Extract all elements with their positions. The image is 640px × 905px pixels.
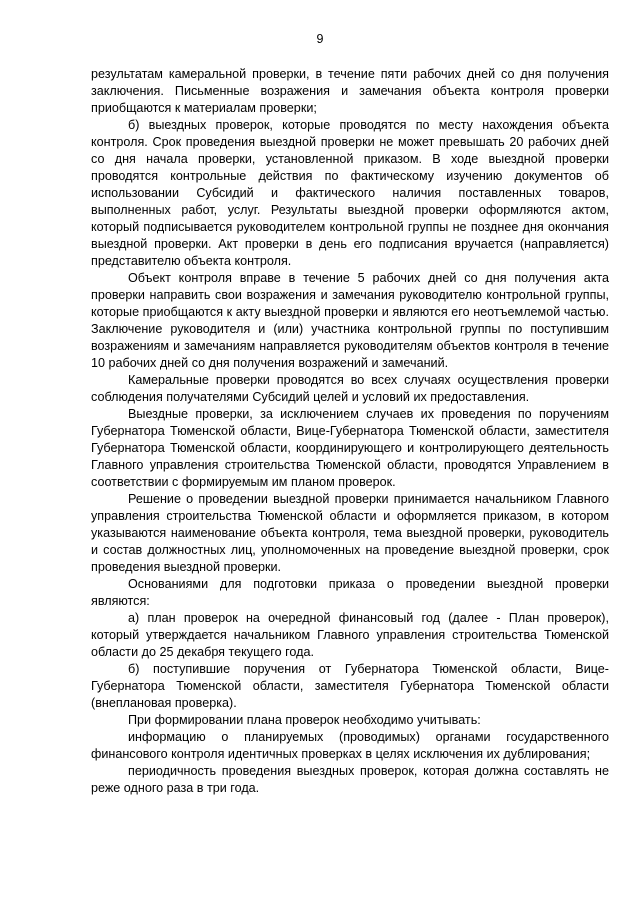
- paragraph-order-grounds: Основаниями для подготовки приказа о проведении выездной проверки являются:: [91, 577, 609, 608]
- paragraph-plan-considerations: При формировании плана проверок необходимо учитывать:: [128, 713, 481, 727]
- page-number: 9: [316, 32, 324, 46]
- document-body: [91, 66, 609, 797]
- paragraph-inspection-decision: Решение о проведении выездной проверки принимается начальником Главного управления строительства Тюменской области и оформляется приказом, в котором указываются наименование объекта контроля, тема выездной проверки, руководитель и состав должностных лиц, уполномоченных на проведение выездной проверки, срок проведения выездной проверки.: [91, 492, 609, 574]
- paragraph-objections: Объект контроля вправе в течение 5 рабочих дней со дня получения акта проверки направить свои возражения и замечания руководителю контрольной группы, которые приобщаются к акту выездной проверки и являются его неотъемлемой частью. Заключение руководителя и (или) участника контрольной группы по поступившим возражениям и замечаниям направляется руководителям объектов контроля в течение 10 рабочих дней со дня получения возражений и замечаний.: [91, 271, 609, 370]
- paragraph-desk-inspections: Камеральные проверки проводятся во всех случаях осуществления проверки соблюдения получателями Субсидий целей и условий их предоставления.: [91, 373, 609, 404]
- paragraph-field-inspections-plan: Выездные проверки, за исключением случаев их проведения по поручениям Губернатора Тюменской области, Вице-Губернатора Тюменской области, заместителя Губернатора Тюменской области, координирующего и контролирующего деятельность Главного управления строительства Тюменской области, проводятся Управлением в соответствии с формируемым им планом проверок.: [91, 407, 609, 489]
- paragraph-consideration-duplication: информацию о планируемых (проводимых) органами государственного финансового контроля идентичных проверках в целях исключения их дублирования;: [91, 730, 609, 761]
- paragraph-continuation: результатам камеральной проверки, в течение пяти рабочих дней со дня получения заключения. Письменные возражения и замечания объекта контроля проверки приобщаются к материалам проверки;: [91, 67, 609, 115]
- paragraph-consideration-frequency: периодичность проведения выездных проверок, которая должна составлять не реже одного раза в три года.: [91, 764, 609, 795]
- paragraph-item-a: а) план проверок на очередной финансовый год (далее - План проверок), который утверждается начальником Главного управления строительства Тюменской области до 25 декабря текущего года.: [91, 611, 609, 659]
- paragraph-item-b: б) поступившие поручения от Губернатора Тюменской области, Вице-Губернатора Тюменской области, заместителя Губернатора Тюменской области (внеплановая проверка).: [91, 662, 609, 710]
- paragraph-field-inspections: б) выездных проверок, которые проводятся по месту нахождения объекта контроля. Срок проведения выездной проверки не может превышать 20 рабочих дней со дня начала проверки, установленной приказом. В ходе выездной проверки проводятся контрольные действия по фактическому изучению документов об использовании Субсидий и фактического наличия поставленных товаров, выполненных работ, услуг. Результаты выездной проверки оформляются актом, который подписывается руководителем контрольной группы не позднее дня окончания выездной проверки. Акт проверки в день его подписания вручается (направляется) представителю объекта контроля.: [91, 118, 609, 268]
